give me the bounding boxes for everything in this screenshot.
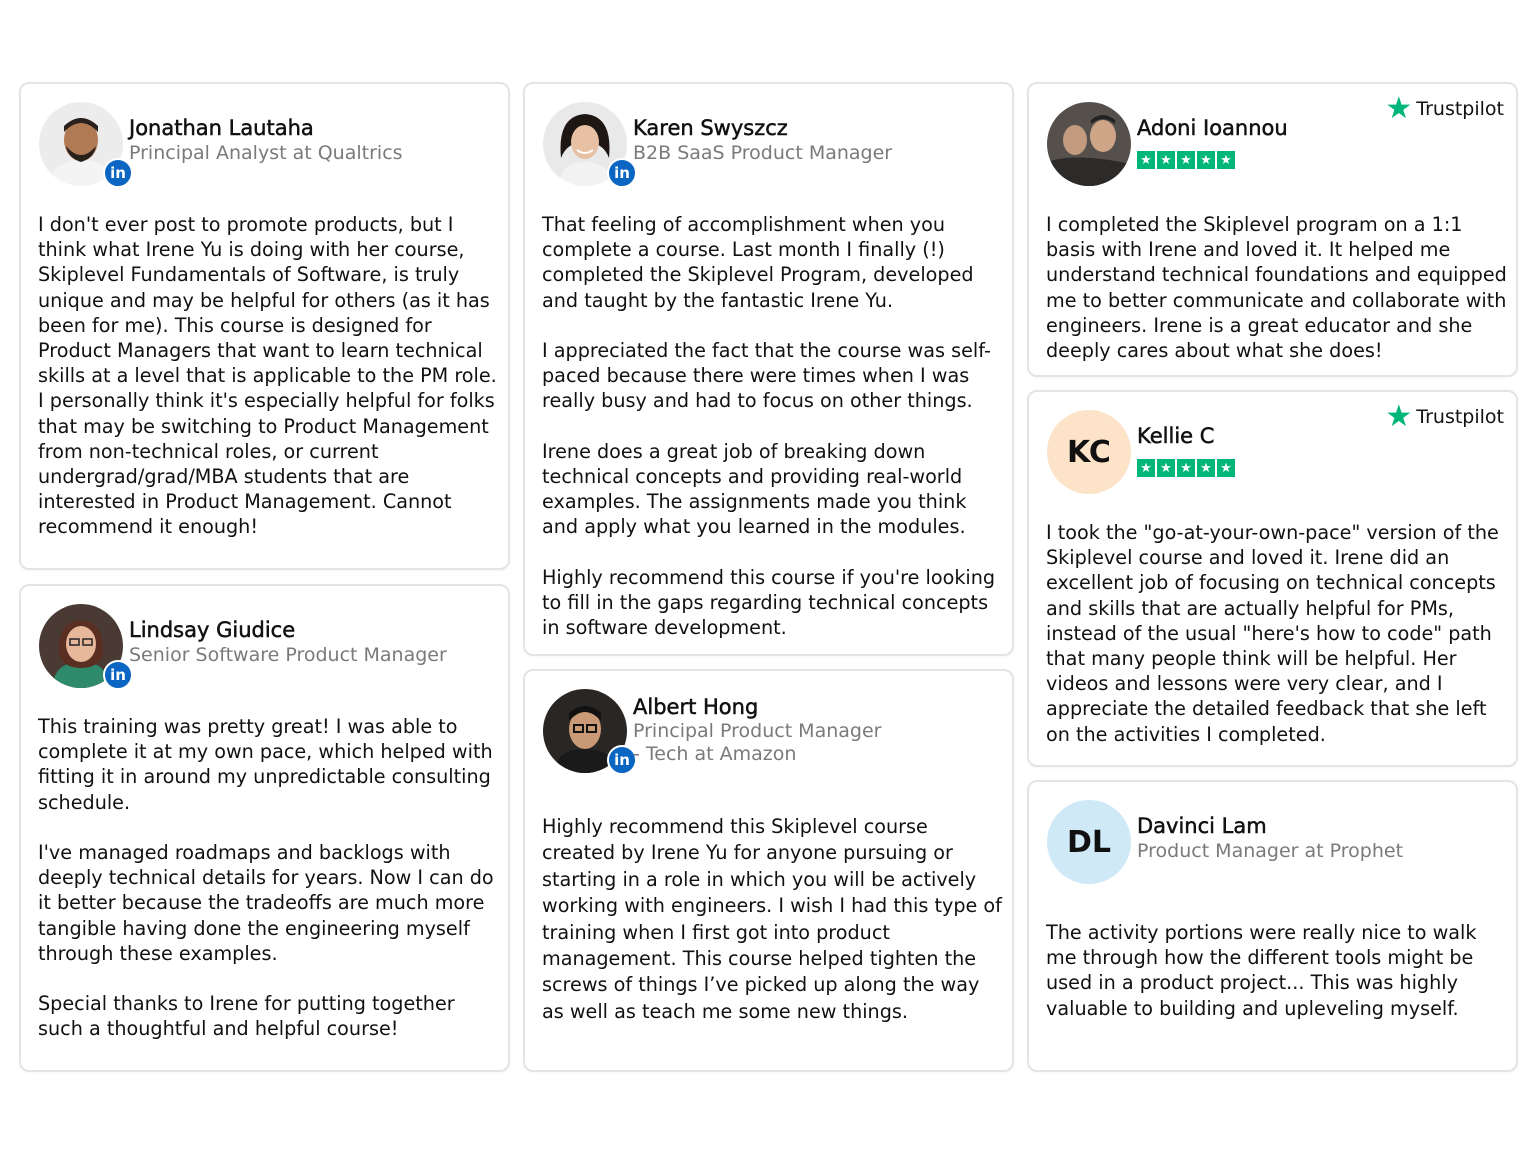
review-card-davinci — [1027, 780, 1518, 1072]
star-icon: ★ — [1137, 151, 1155, 169]
linkedin-icon: in — [607, 158, 637, 188]
star-icon: ★ — [1217, 459, 1235, 477]
review-paragraph: I've managed roadmaps and backlogs with deeply technical details for years. Now I can do it better because the tradeoffs are much more tangible having done the engineering myself through these examples. — [38, 841, 494, 965]
review-paragraph: I don't ever post to promote products, but I think what Irene Yu is doing with her course, Skiplevel Fundamentals of Software, is truly unique and may be helpful for others (as it has been for me). This course is designed for Product Managers that want to learn technical skills at a level that is applicable to the PM role. I personally think it's especially helpful for folks that may be switching to Product Management from non-technical roles, or current undergrad/grad/MBA students that are interested in Product Management. Cannot recommend it enough! — [38, 213, 497, 539]
trustpilot-star-icon: ★ — [1385, 399, 1413, 434]
star-icon: ★ — [1157, 459, 1175, 477]
trustpilot-label: Trustpilot — [1416, 406, 1504, 428]
review-text — [38, 212, 498, 540]
reviewer-title: Product Manager at Prophet — [1137, 840, 1404, 862]
review-card-lindsay — [19, 584, 510, 1072]
reviewer-title: Principal Analyst at Qualtrics — [129, 142, 403, 164]
star-icon: ★ — [1157, 151, 1175, 169]
star-rating — [1137, 459, 1235, 477]
review-paragraph: I completed the Skiplevel program on a 1:1 basis with Irene and loved it. It helped me understand technical foundations and equipped me to better communicate and collaborate with engineers. Irene is a great educator and she deeply cares about what she does! — [1046, 213, 1507, 363]
avatar — [543, 689, 630, 773]
avatar — [39, 604, 126, 688]
review-paragraph: Special thanks to Irene for putting together such a thoughtful and helpful course! — [38, 992, 455, 1041]
trustpilot-logo — [1385, 399, 1504, 434]
reviewer-title — [633, 720, 881, 766]
review-card-kellie — [1027, 390, 1518, 767]
reviewer-name: Lindsay Giudice — [129, 618, 296, 642]
review-text — [1046, 212, 1508, 363]
review-paragraph: I appreciated the fact that the course was self-paced because there were times when I was really busy and had to focus on other things. — [542, 339, 991, 413]
review-text — [542, 814, 1004, 1025]
avatar: KC — [1047, 410, 1131, 494]
review-paragraph: Highly recommend this Skiplevel course created by Irene Yu for anyone pursuing or starting in a role in which you will be actively working with engineers. I wish I had this type of training when I first got into product management. This course helped tighten the screws of things I’ve picked up along the way as well as teach me some new things. — [542, 815, 1002, 1023]
trustpilot-logo — [1385, 91, 1504, 126]
reviewer-title-line: - Tech at Amazon — [633, 743, 797, 765]
review-card-adoni — [1027, 82, 1518, 377]
review-text — [542, 212, 1004, 640]
star-rating — [1137, 151, 1235, 169]
review-card-jonathan — [19, 82, 510, 570]
linkedin-icon: in — [607, 745, 637, 775]
reviewer-name: Karen Swyszcz — [633, 116, 788, 140]
review-text — [1046, 920, 1508, 1021]
review-card-karen — [523, 82, 1014, 656]
star-icon: ★ — [1177, 459, 1195, 477]
linkedin-icon: in — [103, 158, 133, 188]
review-paragraph: This training was pretty great! I was able to complete it at my own pace, which helped with fitting it in around my unpredictable consulting schedule. — [38, 715, 493, 814]
avatar — [1047, 102, 1131, 186]
avatar — [39, 102, 126, 186]
review-text — [1046, 520, 1508, 747]
reviewer-title: Senior Software Product Manager — [129, 644, 447, 666]
star-icon: ★ — [1217, 151, 1235, 169]
review-paragraph: I took the "go-at-your-own-pace" version of the Skiplevel course and loved it. Irene did an excellent job of focusing on technical concepts and skills that are actually helpful for PMs, instead of the usual "here's how to code" path that many people think will be helpful. Her videos and lessons were very clear, and I appreciate the detailed feedback that she left on the activities I completed. — [1046, 521, 1499, 746]
star-icon: ★ — [1177, 151, 1195, 169]
review-paragraph: Highly recommend this course if you're looking to fill in the gaps regarding technical concepts in software development. — [542, 565, 996, 640]
star-icon: ★ — [1197, 459, 1215, 477]
reviewer-name: Kellie C — [1137, 424, 1215, 448]
avatar: DL — [1047, 800, 1131, 884]
linkedin-icon: in — [103, 660, 133, 690]
star-icon: ★ — [1197, 151, 1215, 169]
star-icon: ★ — [1137, 459, 1155, 477]
trustpilot-star-icon: ★ — [1385, 91, 1413, 126]
reviewer-title: B2B SaaS Product Manager — [633, 142, 893, 164]
reviewer-title-line: Principal Product Manager — [633, 720, 882, 742]
trustpilot-label: Trustpilot — [1416, 98, 1504, 120]
review-text — [38, 714, 500, 1042]
avatar-photo — [1047, 102, 1131, 186]
review-card-albert — [523, 669, 1014, 1072]
reviewer-name: Albert Hong — [633, 695, 759, 719]
review-paragraph: Irene does a great job of breaking down technical concepts and providing real-world examples. The assignments made you think and apply what you learned in the modules. — [542, 439, 967, 539]
review-paragraph: The activity portions were really nice to walk me through how the different tools might be used in a product project... This was highly valuable to building and upleveling myself. — [1046, 921, 1477, 1020]
reviewer-name: Adoni Ioannou — [1137, 116, 1288, 140]
reviewer-name: Davinci Lam — [1137, 814, 1267, 838]
reviewer-name: Jonathan Lautaha — [129, 116, 314, 140]
review-paragraph: That feeling of accomplishment when you complete a course. Last month I finally (!) completed the Skiplevel Program, developed and taught by the fantastic Irene Yu. — [542, 213, 974, 312]
avatar — [543, 102, 630, 186]
